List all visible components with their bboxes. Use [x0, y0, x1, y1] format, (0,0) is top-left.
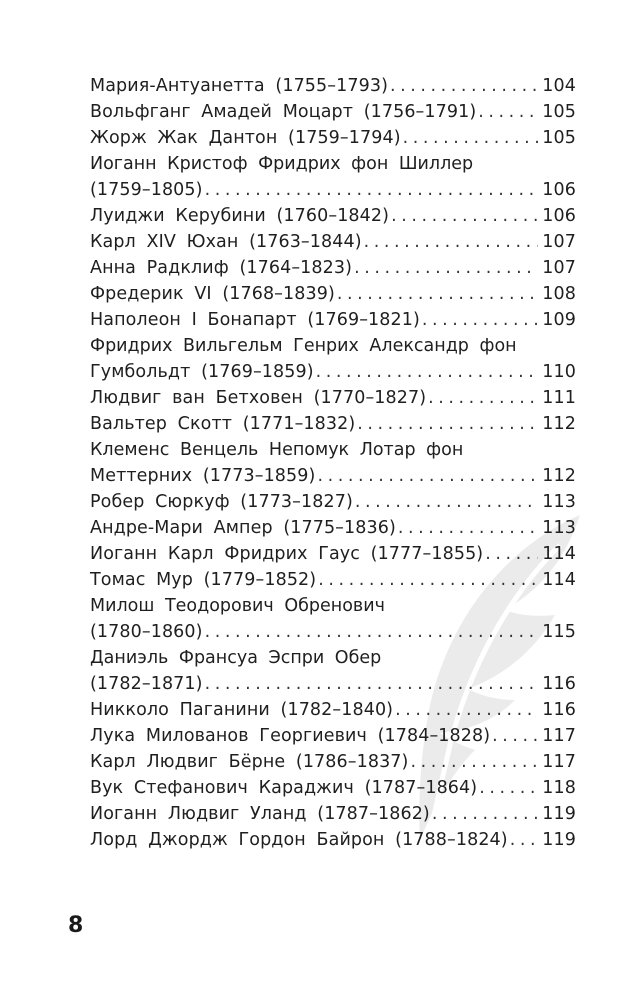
toc-entry-page: 117: [542, 726, 576, 746]
toc-entry-page: 105: [542, 128, 576, 148]
toc-entry-title: Гумбольдт (1769–1859): [90, 362, 314, 382]
toc-entry-title: Жорж Жак Дантон (1759–1794): [90, 128, 401, 148]
toc-entry: [90, 593, 576, 645]
toc-entry-line: [90, 255, 576, 281]
toc-entry-line: [90, 827, 576, 853]
toc-entry-line: [90, 463, 576, 489]
leader-dots: [337, 281, 538, 307]
toc-entry-title: Наполеон I Бонапарт (1769–1821): [90, 310, 420, 330]
leader-dots: [479, 775, 538, 801]
toc-entry-title-line: Иоганн Кристоф Фридрих фон Шиллер: [90, 154, 474, 174]
toc-entry: [90, 567, 576, 593]
leader-dots: [478, 99, 538, 125]
toc-entry-page: 112: [542, 466, 576, 486]
toc-entry-line: [90, 73, 576, 99]
toc-entry: [90, 151, 576, 203]
toc-entry-page: 107: [542, 232, 576, 252]
toc-entry-page: 115: [542, 622, 576, 642]
toc-entry-page: 117: [542, 752, 576, 772]
toc-entry-page: 111: [542, 388, 576, 408]
toc-entry-title: Томас Мур (1779–1852): [90, 570, 317, 590]
leader-dots: [391, 203, 538, 229]
toc-entry-page: 104: [542, 76, 576, 96]
toc-entry: [90, 203, 576, 229]
toc-entry-title: Вук Стефанович Караджич (1787–1864): [90, 778, 478, 798]
toc-entry-page: 113: [542, 518, 576, 538]
toc-entry-page: 116: [542, 700, 576, 720]
toc-entry-title: Вольфганг Амадей Моцарт (1756–1791): [90, 102, 477, 122]
toc-entry-title: (1780–1860): [90, 622, 203, 642]
toc-entry-title: Андре-Мари Ампер (1775–1836): [90, 518, 396, 538]
toc-entry-title-line: Клеменс Венцель Непомук Лотар фон: [90, 440, 464, 460]
toc-entry: [90, 125, 576, 151]
toc-entry-line: [90, 385, 576, 411]
toc-entry-line: [90, 307, 576, 333]
toc-entry: [90, 697, 576, 723]
toc-entry-title: Лорд Джордж Гордон Байрон (1788–1824): [90, 830, 508, 850]
toc-entry: [90, 827, 576, 853]
toc-entry: [90, 645, 576, 697]
toc-entry-title: Людвиг ван Бетховен (1770–1827): [90, 388, 427, 408]
toc-entry-line: [90, 177, 576, 203]
toc-entry-page: 108: [542, 284, 576, 304]
leader-dots: [364, 229, 539, 255]
leader-dots: [395, 697, 538, 723]
toc-entry: [90, 307, 576, 333]
toc-entry: [90, 281, 576, 307]
leader-dots: [403, 125, 539, 151]
toc-entry: [90, 229, 576, 255]
leader-dots: [205, 177, 539, 203]
toc-entry-page: 113: [542, 492, 576, 512]
table-of-contents: [90, 73, 576, 853]
toc-entry-page: 118: [542, 778, 576, 798]
toc-entry-line: [90, 203, 576, 229]
toc-entry-line: [90, 281, 576, 307]
leader-dots: [398, 515, 538, 541]
toc-entry-line: [90, 541, 576, 567]
toc-entry-title: Мария-Антуанетта (1755–1793): [90, 76, 388, 96]
toc-entry-line: [90, 229, 576, 255]
toc-entry-title-line: Фридрих Вильгельм Генрих Александр фон: [90, 336, 517, 356]
toc-entry-line: [90, 775, 576, 801]
toc-entry-line: [90, 697, 576, 723]
toc-entry-line: [90, 723, 576, 749]
toc-entry-line: [90, 801, 576, 827]
leader-dots: [205, 671, 539, 697]
toc-entry-page: 114: [542, 570, 576, 590]
toc-entry: [90, 541, 576, 567]
toc-entry-page: 105: [542, 102, 576, 122]
toc-entry: [90, 801, 576, 827]
toc-entry-line: [90, 567, 576, 593]
toc-entry-page: 110: [542, 362, 576, 382]
toc-entry-title: Иоганн Карл Фридрих Гаус (1777–1855): [90, 544, 484, 564]
toc-entry-title-line: Милош Теодорович Обренович: [90, 596, 385, 616]
toc-entry-line: [90, 411, 576, 437]
toc-entry: [90, 333, 576, 385]
leader-dots: [492, 723, 538, 749]
toc-entry-line: [90, 515, 576, 541]
toc-entry-title: Карл Людвиг Бёрне (1786–1837): [90, 752, 409, 772]
toc-entry: [90, 99, 576, 125]
leader-dots: [422, 307, 538, 333]
toc-entry-title: Робер Сюркуф (1773–1827): [90, 492, 353, 512]
leader-dots: [432, 801, 538, 827]
toc-entry-title: Анна Радклиф (1764–1823): [90, 258, 353, 278]
toc-entry: [90, 73, 576, 99]
toc-entry-page: 109: [542, 310, 576, 330]
toc-entry-title: Луиджи Керубини (1760–1842): [90, 206, 390, 226]
toc-entry-page: 106: [542, 206, 576, 226]
toc-entry: [90, 437, 576, 489]
toc-entry: [90, 489, 576, 515]
toc-entry-line: [90, 619, 576, 645]
leader-dots: [318, 567, 538, 593]
leader-dots: [428, 385, 538, 411]
leader-dots: [510, 827, 539, 853]
toc-entry-page: 119: [542, 804, 576, 824]
toc-entry-line: [90, 489, 576, 515]
toc-entry: [90, 775, 576, 801]
toc-entry-page: 114: [542, 544, 576, 564]
leader-dots: [316, 359, 539, 385]
toc-entry: [90, 723, 576, 749]
leader-dots: [390, 73, 538, 99]
toc-entry-line: [90, 749, 576, 775]
toc-entry: [90, 515, 576, 541]
leader-dots: [485, 541, 538, 567]
toc-entry-page: 116: [542, 674, 576, 694]
toc-entry: [90, 411, 576, 437]
toc-entry-title: Вальтер Скотт (1771–1832): [90, 414, 356, 434]
toc-entry-page: 106: [542, 180, 576, 200]
leader-dots: [205, 619, 539, 645]
toc-entry-page: 107: [542, 258, 576, 278]
leader-dots: [354, 255, 538, 281]
toc-entry-title: Карл XIV Юхан (1763–1844): [90, 232, 362, 252]
toc-entry-line: [90, 359, 576, 385]
toc-entry-title: (1782–1871): [90, 674, 203, 694]
leader-dots: [357, 411, 538, 437]
leader-dots: [410, 749, 538, 775]
toc-entry-title: Никколо Паганини (1782–1840): [90, 700, 394, 720]
toc-entry-title-line: Даниэль Франсуа Эспри Обер: [90, 648, 382, 668]
toc-entry: [90, 255, 576, 281]
toc-entry-line: [90, 125, 576, 151]
toc-entry-page: 112: [542, 414, 576, 434]
page-number: 8: [68, 913, 84, 938]
toc-entry-title: Меттерних (1773–1859): [90, 466, 316, 486]
leader-dots: [317, 463, 538, 489]
toc-entry-title: (1759–1805): [90, 180, 203, 200]
leader-dots: [355, 489, 538, 515]
toc-entry: [90, 749, 576, 775]
toc-entry-page: 119: [542, 830, 576, 850]
toc-entry-line: [90, 671, 576, 697]
toc-entry-title: Иоганн Людвиг Уланд (1787–1862): [90, 804, 430, 824]
toc-entry: [90, 385, 576, 411]
toc-entry-title: Фредерик VI (1768–1839): [90, 284, 335, 304]
toc-entry-line: [90, 99, 576, 125]
toc-entry-title: Лука Милованов Георгиевич (1784–1828): [90, 726, 491, 746]
